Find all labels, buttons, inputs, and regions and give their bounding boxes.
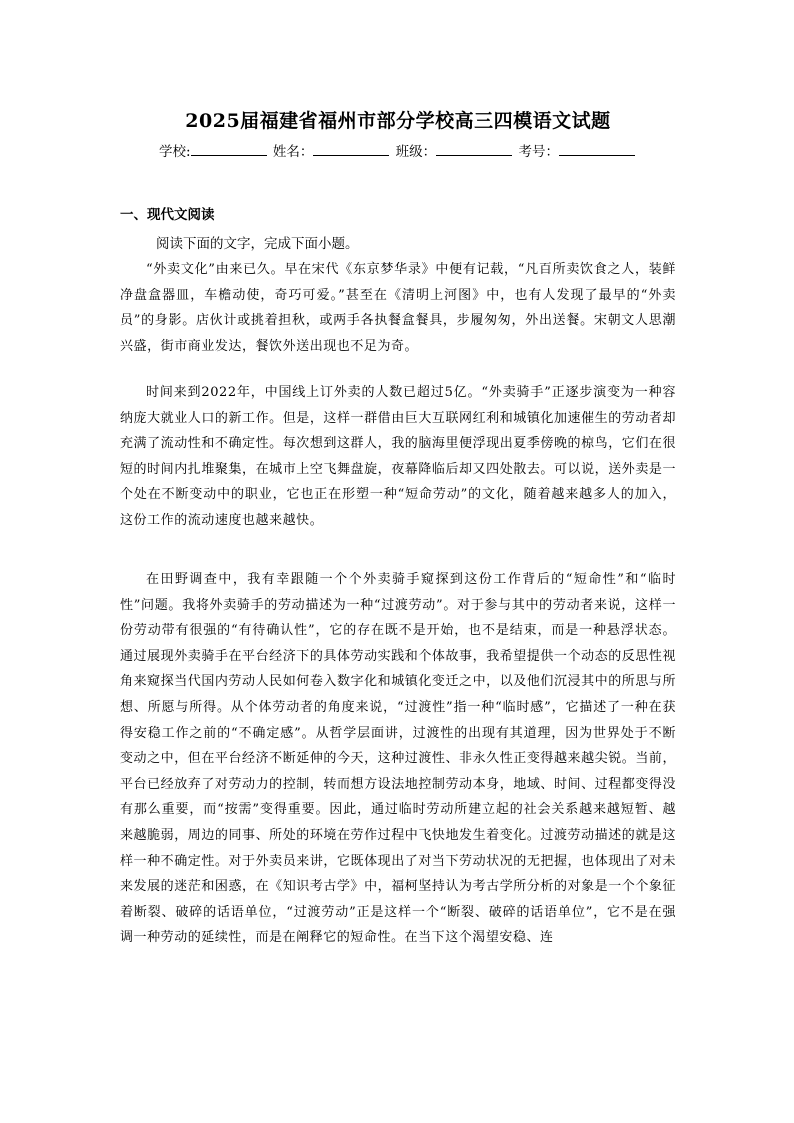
- student-info-line: [120, 140, 676, 160]
- section-heading: 一、现代文阅读: [120, 207, 215, 223]
- exam-number-blank: [559, 143, 635, 156]
- paragraph-2: 时间来到2022年，中国线上订外卖的人数已超过5亿。“外卖骑手”正逐步演变为一种容纳庞大就业人口的新工作。但是，这样一群借由巨大互联网红利和城镇化加速催生的劳动者却充满了流动性和不确定性。每次想到这群人，我的脑海里便浮现出夏季傍晚的椋鸟，它们在很短的时间内扎堆聚集，在城市上空飞舞盘旋，夜幕降临后却又四处散去。可以说，送外卖是一个处在不断变动中的职业，它也正在形塑一种“短命劳动”的文化，随着越来越多人的加入，这份工作的流动速度也越来越快。: [120, 385, 676, 528]
- name-blank: [313, 143, 389, 156]
- paragraph-3: 在田野调查中，我有幸跟随一个个外卖骑手窥探到这份工作背后的“短命性”和“临时性”问题。我将外卖骑手的劳动描述为一种“过渡劳动”。对于参与其中的劳动者来说，这样一份劳动带有很强的“有待确认性”，它的存在既不是开始，也不是结束，而是一种悬浮状态。通过展现外卖骑手在平台经济下的具体劳动实践和个体故事，我希望提供一个动态的反思性视角来窥探当代国内劳动人民如何卷入数字化和城镇化变迁之中，以及他们沉浸其中的所思与所想、所愿与所得。从个体劳动者的角度来说，“过渡性”指一种“临时感”，它描述了一种在获得安稳工作之前的“不确定感”。从哲学层面讲，过渡性的出现有其道理，因为世界处于不断变动之中，但在平台经济不断延伸的今天，这种过渡性、非永久性正变得越来越尖锐。当前，平台已经放弃了对劳动力的控制，转而想方设法地控制劳动本身，地域、时间、过程都变得没有那么重要，而“按需”变得重要。因此，通过临时劳动所建立起的社会关系越来越短暂、越来越脆弱，周边的同事、所处的环境在劳作过程中飞快地发生着变化。过渡劳动描述的就是这样一种不确定性。对于外卖员来讲，它既体现出了对当下劳动状况的无把握，也体现出了对未来发展的迷茫和困惑，在《知识考古学》中，福柯坚持认为考古学所分析的对象是一个个象征着断裂、破碎的话语单位，“过渡劳动”正是这样一个“断裂、破碎的话语单位”，它不是在强调一种劳动的延续性，而是在阐释它的短命性。在当下这个渴望安稳、连: [120, 572, 676, 946]
- document-title: 2025届福建省福州市部分学校高三四模语文试题: [185, 110, 611, 132]
- school-label: 学校:: [159, 144, 191, 160]
- name-label: 姓名：: [272, 144, 314, 160]
- school-blank: [191, 143, 267, 156]
- class-label: 班级：: [395, 144, 437, 160]
- class-blank: [436, 143, 512, 156]
- reading-instruction: 阅读下面的文字，完成下面小题。: [156, 236, 359, 252]
- exam-number-label: 考号：: [518, 144, 559, 160]
- paragraph-1: “外卖文化”由来已久。早在宋代《东京梦华录》中便有记载，“凡百所卖饮食之人，装鲜净盘盒器皿，车檐动使，奇巧可爱。”甚至在《清明上河图》中，也有人发现了最早的“外卖员”的身影。店伙计或挑着担秋，或两手各执餐盒餐具，步履匆匆，外出送餐。宋朝文人思潮兴盛，街市商业发达，餐饮外送出现也不足为奇。: [120, 262, 676, 354]
